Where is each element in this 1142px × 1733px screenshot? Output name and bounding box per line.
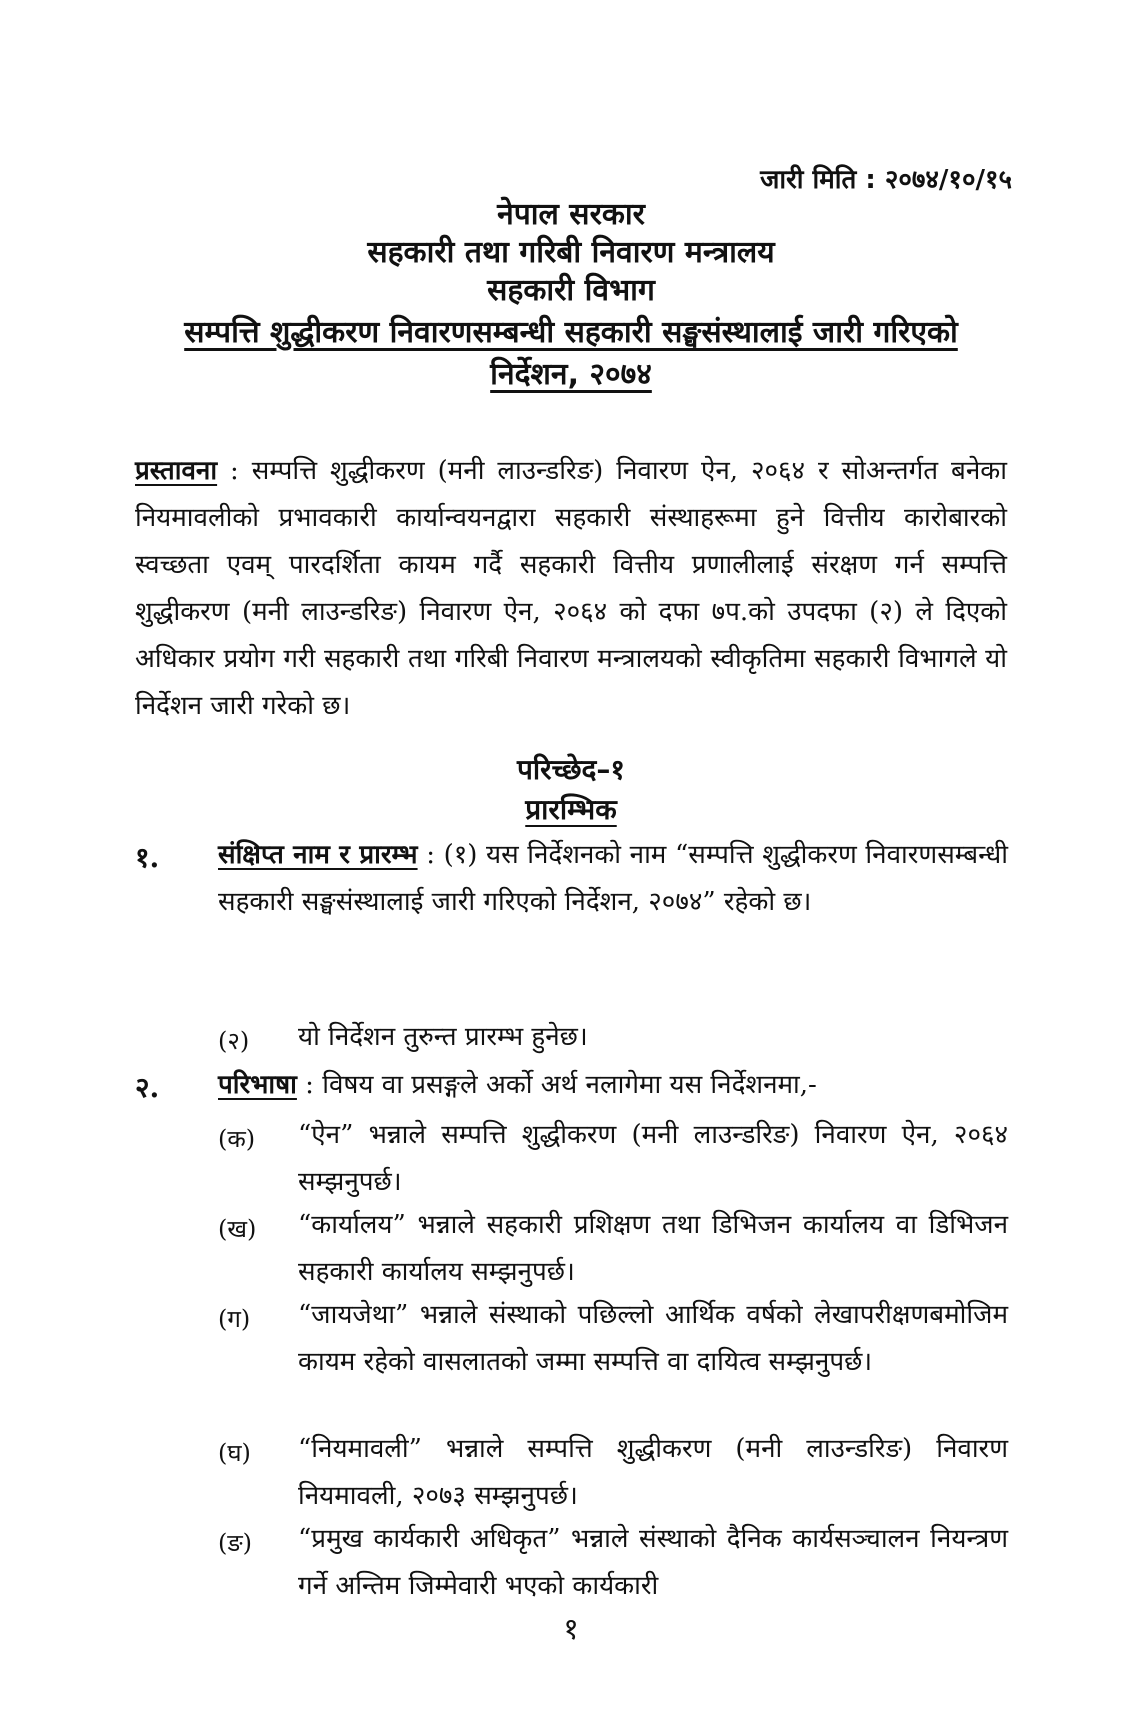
section-2-number: २. (135, 1071, 160, 1104)
definition-text: “जायजेथा” भन्नाले संस्थाको पछिल्लो आर्थिक वर्षको लेखापरीक्षणबमोजिम कायम रहेको वासलातको जम्मा सम्पत्ति वा दायित्व सम्झनुपर्छ। (298, 1300, 1008, 1377)
directive-title-line2: निर्देशन, २०७४ (490, 357, 652, 392)
preamble-label: प्रस्तावना (135, 456, 218, 486)
preamble-text: : सम्पत्ति शुद्धीकरण (मनी लाउन्डरिङ) निवारण ऐन, २०६४ र सोअन्तर्गत बनेका नियमावलीको प्रभावकारी कार्यान्वयनद्वारा सहकारी संस्थाहरूमा हुने वित्तीय कारोबारको स्वच्छता एवम् पारदर्शिता कायम गर्दै सहकारी वित्तीय प्रणालीलाई संरक्षण गर्न सम्पत्ति शुद्धीकरण (मनी लाउन्डरिङ) निवारण ऐन, २०६४ को दफा ७प.को उपदफा (२) ले दिएको अधिकार प्रयोग गरी सहकारी तथा गरिबी निवारण मन्त्रालयको स्वीकृतिमा सहकारी विभागले यो निर्देशन जारी गरेको छ। (135, 456, 1007, 721)
section-1-sub-label: (२) (218, 1027, 250, 1055)
government-name: नेपाल सरकार (497, 197, 645, 232)
definition-label: (क) (218, 1125, 256, 1153)
section-1-number: १. (135, 841, 160, 874)
definition-text: “नियमावली” भन्नाले सम्पत्ति शुद्धीकरण (मनी लाउन्डरिङ) निवारण नियमावली, २०७३ सम्झनुपर्छ। (298, 1434, 1008, 1511)
section-2-body (218, 1062, 1008, 1109)
section-1-sub-text: यो निर्देशन तुरुन्त प्रारम्भ हुनेछ। (298, 1022, 588, 1052)
definition-label: (घ) (218, 1439, 251, 1467)
issue-date: जारी मिति : २०७४/१०/१५ (760, 165, 1012, 195)
section-2-text: : विषय वा प्रसङ्गले अर्को अर्थ नलागेमा यस निर्देशनमा,- (296, 1070, 817, 1100)
section-2-heading: परिभाषा (218, 1070, 297, 1100)
chapter-title: प्रारम्भिक (525, 793, 617, 826)
department-name: सहकारी विभाग (487, 273, 655, 308)
preamble-paragraph (135, 448, 1007, 730)
section-1-body (218, 832, 1008, 926)
section-1-heading: संक्षिप्त नाम र प्रारम्भ (218, 840, 418, 870)
definition-label: (ग) (218, 1305, 251, 1333)
page-number: १ (563, 1612, 579, 1647)
directive-title-line1: सम्पत्ति शुद्धीकरण निवारणसम्बन्धी सहकारी सङ्घसंस्थालाई जारी गरिएको (184, 315, 958, 350)
definition-text: “प्रमुख कार्यकारी अधिकृत” भन्नाले संस्थाको दैनिक कार्यसञ्चालन नियन्त्रण गर्ने अन्तिम जिम्मेवारी भएको कार्यकारी (298, 1524, 1008, 1601)
definition-text: “कार्यालय” भन्नाले सहकारी प्रशिक्षण तथा डिभिजन कार्यालय वा डिभिजन सहकारी कार्यालय सम्झनुपर्छ। (298, 1210, 1008, 1287)
definition-label: (ङ) (218, 1529, 253, 1557)
chapter-number: परिच्छेद–१ (517, 753, 625, 786)
ministry-name: सहकारी तथा गरिबी निवारण मन्त्रालय (367, 235, 775, 270)
definition-label: (ख) (218, 1215, 257, 1243)
definition-text: “ऐन” भन्नाले सम्पत्ति शुद्धीकरण (मनी लाउन्डरिङ) निवारण ऐन, २०६४ सम्झनुपर्छ। (298, 1120, 1008, 1197)
section-1-text: : (१) यस निर्देशनको नाम “सम्पत्ति शुद्धीकरण निवारणसम्बन्धी सहकारी सङ्घसंस्थालाई जारी गरिएको निर्देशन, २०७४” रहेको छ। (218, 840, 1008, 917)
